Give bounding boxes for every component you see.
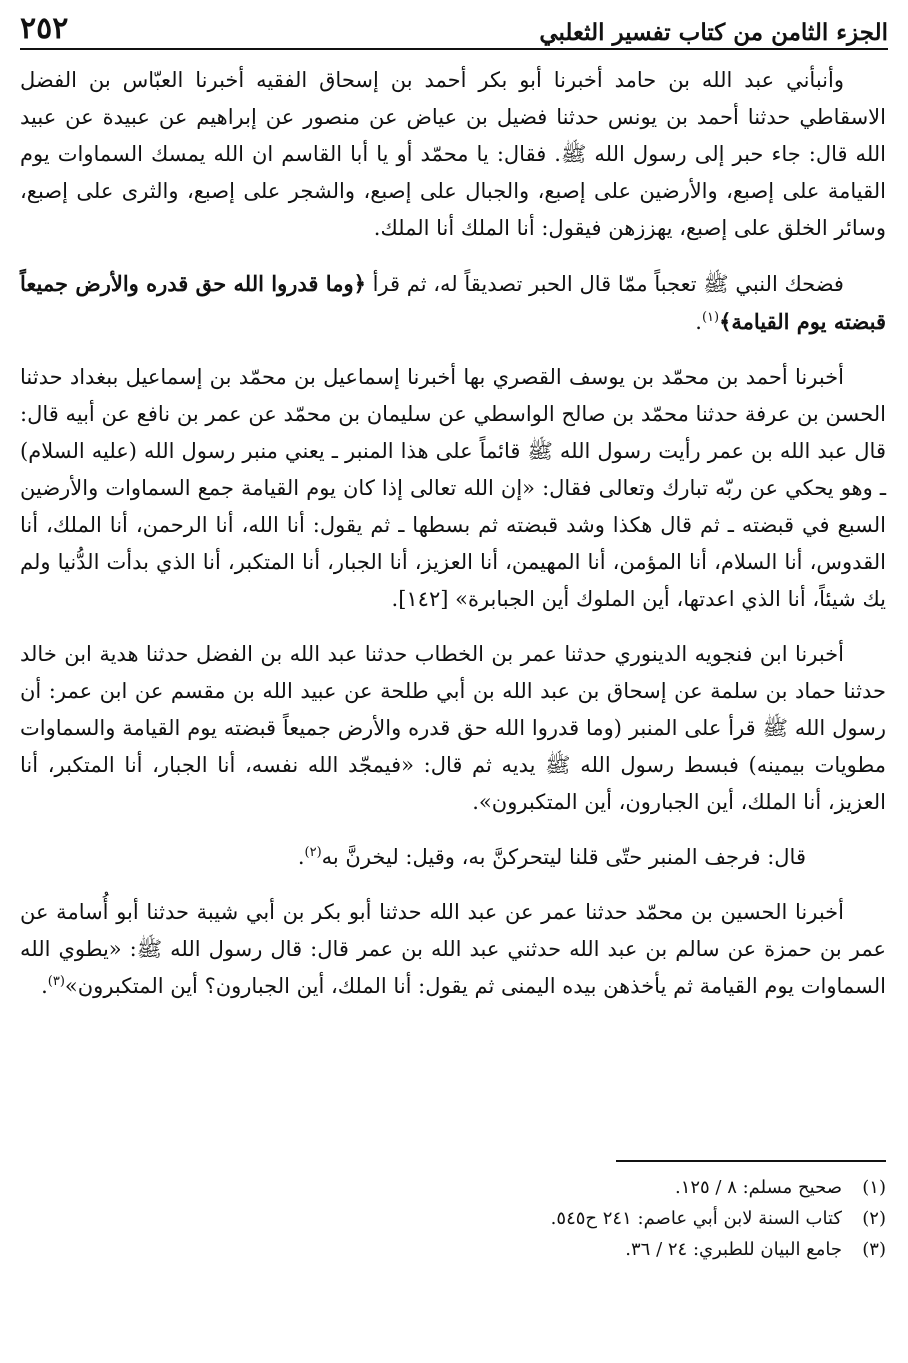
paragraph-text: أخبرنا أحمد بن محمّد بن يوسف القصري بها أخبرنا إسماعيل بن محمّد بن إسماعيل ببغداد حدثنا الحسن بن عرفة حدثنا محمّد بن صالح الواسطي عن سليمان بن محمّد عن عمر بن نافع عن أبيه قال: قال عبد الله بن عمر رأيت رسول الله ﷺ قائماً على هذا المنبر ـ يعني منبر رسول الله (عليه السلام) ـ وهو يحكي عن ربّه تبارك وتعالى فقال: «إن الله تعالى إذا كان يوم القيامة جمع السماوات والأرضين السبع في قبضته ـ ثم قال هكذا وشد قبضته ثم بسطها ـ ثم يقول: أنا الله، أنا الرحمن، أنا الملك، أنا القدوس، أنا السلام، أنا المؤمن، أنا المهيمن، أنا العزيز، أنا الجبار، أنا المتكبر، أنا الذي بدأت الدُّنيا ولم يك شيئاً، أنا الذي اعدتها، أين الملوك أين الجبابرة» [١٤٢]. bbox=[20, 365, 886, 611]
paragraph-tail: . bbox=[41, 974, 48, 998]
footnote-ref: (٢) bbox=[304, 845, 322, 860]
footnote bbox=[20, 1172, 886, 1203]
paragraph-text: قال: فرجف المنبر حتّى قلنا ليتحركنَّ به، وقيل: ليخرنَّ به bbox=[321, 845, 806, 869]
footnote bbox=[20, 1234, 886, 1265]
paragraph-text: أخبرنا الحسين بن محمّد حدثنا عمر عن عبد الله حدثنا أبو بكر بن أبي شيبة حدثنا أبو أُسامة عن عمر بن حمزة عن سالم بن عبد الله حدثني عبد الله بن عمر قال: قال رسول الله ﷺ: «يطوي الله السماوات يوم القيامة ثم يأخذهن بيده اليمنى ثم يقول: أنا الملك، أين الجبارون؟ أين المتكبرون» bbox=[20, 900, 886, 998]
main-text bbox=[20, 62, 886, 1023]
footnote-ref: (٣) bbox=[47, 974, 65, 989]
paragraph-text: وأنبأني عبد الله بن حامد أخبرنا أبو بكر أحمد بن إسحاق الفقيه أخبرنا العبّاس بن الفضل الاسقاطي حدثنا أحمد بن يونس حدثنا فضيل بن عياض عن منصور عن إبراهيم عن عبيدة عن عبيد الله قال: جاء حبر إلى رسول الله ﷺ. فقال: يا محمّد أو يا أبا القاسم ان الله يمسك السماوات يوم القيامة على إصبع، والأرضين على إصبع، والجبال على إصبع، والشجر على إصبع، والثرى على إصبع، وسائر الخلق على إصبع، يهززهن فيقول: أنا الملك أنا الملك. bbox=[20, 68, 886, 240]
paragraph bbox=[20, 359, 886, 618]
paragraph bbox=[20, 62, 886, 247]
paragraph bbox=[20, 636, 886, 821]
footnote-text: كتاب السنة لابن أبي عاصم: ٢٤١ ح٥٤٥. bbox=[550, 1208, 842, 1229]
running-title: الجزء الثامن من كتاب تفسير الثعلبي bbox=[539, 19, 888, 46]
paragraph bbox=[20, 839, 886, 876]
page-number: ٢٥٢ bbox=[20, 11, 69, 46]
quran-quote: ﴿وما قدروا الله حق قدره والأرض جميعاً قبضته يوم القيامة﴾ bbox=[20, 271, 886, 334]
footnote-text: جامع البيان للطبري: ٢٤ / ٣٦. bbox=[625, 1239, 842, 1260]
footnote-number: (٣) bbox=[862, 1239, 886, 1260]
paragraph-text: فضحك النبي ﷺ تعجباً ممّا قال الحبر تصديقاً له، ثم قرأ bbox=[365, 272, 844, 296]
footnote-number: (١) bbox=[862, 1177, 886, 1198]
footnotes bbox=[20, 1172, 886, 1265]
footnote-divider bbox=[616, 1160, 886, 1162]
footnote bbox=[20, 1203, 886, 1234]
page-header bbox=[20, 6, 888, 50]
paragraph-tail: . bbox=[297, 845, 305, 869]
paragraph-tail: . bbox=[695, 310, 702, 334]
paragraph bbox=[20, 894, 886, 1005]
footnote-text: صحيح مسلم: ٨ / ١٢٥. bbox=[674, 1177, 842, 1198]
paragraph-text: أخبرنا ابن فنجويه الدينوري حدثنا عمر بن الخطاب حدثنا عبد الله بن الفضل حدثنا هدية ابن خالد حدثنا حماد بن سلمة عن إسحاق بن عبد الله بن أبي طلحة عن عبيد الله بن مقسم عن ابن عمر: أن رسول الله ﷺ قرأ على المنبر (وما قدروا الله حق قدره والأرض جميعاً قبضته يوم القيامة والسماوات مطويات بيمينه) فبسط رسول الله ﷺ يديه ثم قال: «فيمجّد الله نفسه، أنا الجبار، أنا المتكبر، أنا العزيز، أنا الملك، أين الجبارون، أين المتكبرون». bbox=[20, 642, 886, 814]
footnote-number: (٢) bbox=[862, 1208, 886, 1229]
paragraph bbox=[20, 265, 886, 341]
footnote-ref: (١) bbox=[701, 310, 720, 325]
